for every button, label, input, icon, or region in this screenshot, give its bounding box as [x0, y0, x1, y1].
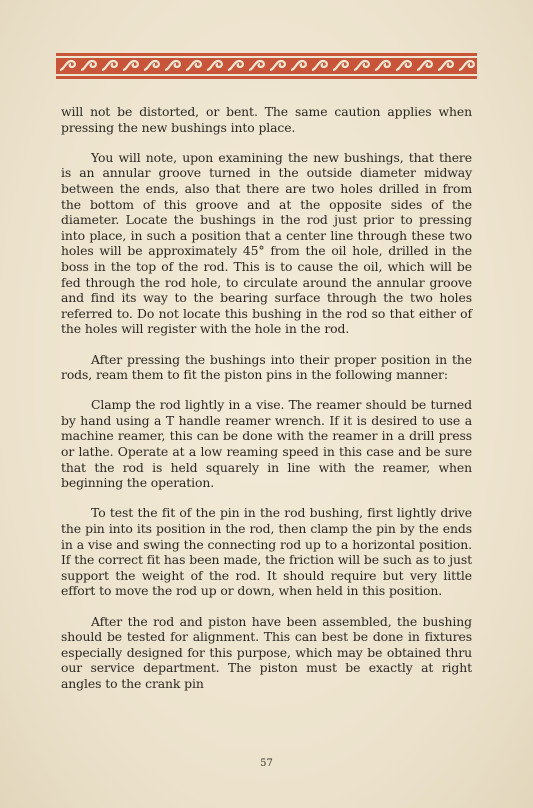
wave-border-ornament: [56, 53, 477, 79]
body-text: [61, 104, 472, 706]
paragraph-ream-intro: After pressing the bushings into their proper position in the rods, ream them to fit the piston pins in the following manner:: [61, 351, 472, 383]
paragraph-clamp-rod: Clamp the rod lightly in a vise. The reamer should be turned by hand using a T handle reamer wrench. If it is desired to use a machine reamer, this can be done with the reamer in a drill press or lathe. Operate at a low reaming speed in this case and be sure that the rod is held squarely in line with the reamer, when beginning the operation.: [61, 397, 472, 491]
paragraph-test-fit: To test the fit of the pin in the rod bushing, first lightly drive the pin into its position in the rod, then clamp the pin by the ends in a vise and swing the connecting rod up to a horizontal position. If the correct fit has been made, the friction will be such as to just support the weight of the rod. It should require but very little effort to move the rod up or down, when held in this position.: [61, 505, 472, 599]
paragraph-continuation: will not be distorted, or bent. The same caution applies when pressing the new bushings into place.: [61, 104, 472, 135]
paragraph-alignment: After the rod and piston have been assembled, the bushing should be tested for alignment. This can best be done in fixtures especially designed for this purpose, which may be obtained thru our service department. The piston must be exactly at right angles to the crank pin: [61, 613, 472, 691]
paragraph-bushing-groove: You will note, upon examining the new bushings, that there is an annular groove turned in the outside diameter midway between the ends, also that there are two holes drilled in from the bottom of this groove and at the opposite sides of the diameter. Locate the bushings in the rod just prior to pressing into place, in such a position that a center line through these two holes will be approximately 45° from the oil hole, drilled in the boss in the top of the rod. This is to cause the oil, which will be fed through the rod hole, to circulate around the annular groove and find its way to the bearing surface through the two holes referred to. Do not locate this bushing in the rod so that either of the holes will register with the hole in the rod.: [61, 149, 472, 337]
page-number: 57: [260, 758, 273, 769]
